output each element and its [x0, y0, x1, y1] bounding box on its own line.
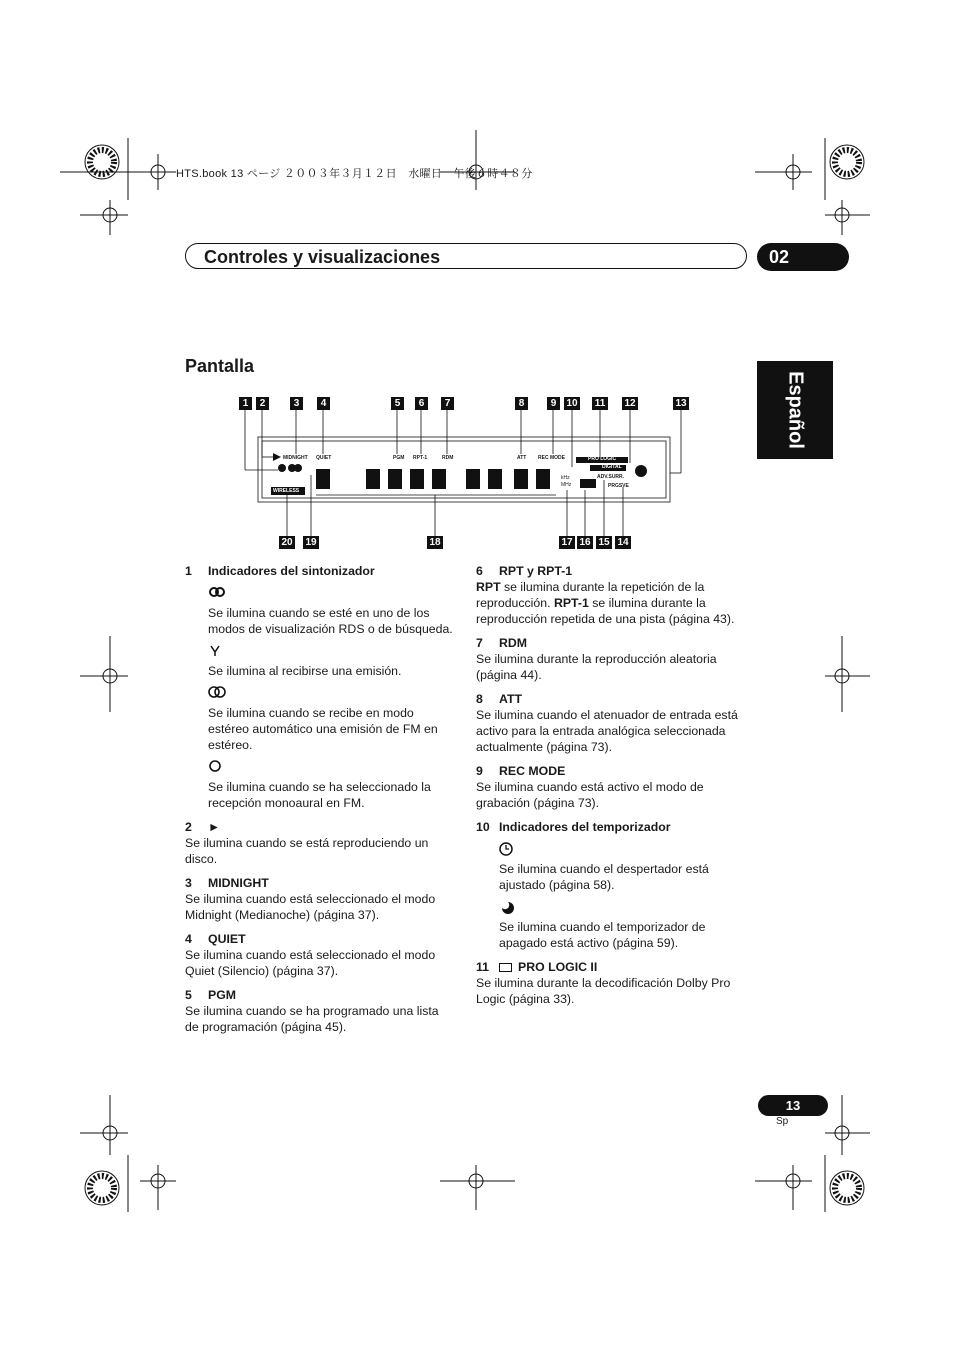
item-8-text: Se ilumina cuando el atenuador de entrada está activo para la entrada analógica seleccionada actualmente (página 73). — [476, 708, 738, 754]
item-1-mono-text: Se ilumina cuando se ha seleccionado la recepción monoaural en FM. — [208, 780, 431, 810]
callout-5: 5 — [391, 397, 404, 410]
item-1-reception-text: Se ilumina al recibirse una emisión. — [208, 664, 402, 678]
callout-2: 2 — [256, 397, 269, 410]
item-5-number: 5 — [185, 988, 192, 1002]
section-title-text: Controles y visualizaciones — [204, 247, 441, 267]
callout-7: 7 — [441, 397, 454, 410]
item-6-title: RPT y RPT-1 — [499, 564, 573, 578]
lcd-rdm: RDM — [442, 455, 454, 461]
item-7-text: Se ilumina durante la reproducción aleatoria (página 44). — [476, 652, 717, 682]
item-6-text-b: se ilumina durante la reproducción repetida de una pista (página 43). — [476, 596, 735, 626]
callout-16: 16 — [577, 536, 593, 549]
display-diagram — [238, 395, 693, 555]
lcd-digital: DIGITAL — [602, 464, 622, 470]
item-10-wake-text: Se ilumina cuando el despertador está ajustado (página 58). — [499, 862, 709, 892]
rpt-label: RPT — [476, 580, 501, 594]
callout-3: 3 — [290, 397, 303, 410]
item-4-text: Se ilumina cuando está seleccionado el modo Quiet (Silencio) (página 37). — [185, 948, 436, 978]
page-number: 13 — [758, 1095, 828, 1116]
item-11-title: PRO LOGIC II — [518, 960, 598, 974]
callout-12: 12 — [622, 397, 638, 410]
callout-9: 9 — [547, 397, 560, 410]
item-10-sleep-text: Se ilumina cuando el temporizador de apagado está activo (página 59). — [499, 920, 706, 950]
callout-10: 10 — [564, 397, 580, 410]
rpt1-label: RPT-1 — [553, 596, 589, 610]
lcd-att: ATT — [517, 455, 527, 461]
item-11-number: 11 — [476, 960, 489, 974]
lcd-khz: kHz — [561, 475, 570, 481]
item-5-text: Se ilumina cuando se ha programado una lista de programación (página 45). — [185, 1004, 439, 1034]
subsection-title: Pantalla — [185, 356, 255, 376]
item-8-title: ATT — [499, 692, 522, 706]
item-4-title: QUIET — [208, 932, 246, 946]
item-7-title: RDM — [499, 636, 528, 650]
chapter-badge: 02 — [757, 243, 849, 271]
item-9-title: REC MODE — [499, 764, 566, 778]
item-3-number: 3 — [185, 876, 192, 890]
callout-8: 8 — [515, 397, 528, 410]
lcd-mhz: MHz — [561, 482, 572, 488]
item-1-rds-text: Se ilumina cuando se esté en uno de los modos de visualización RDS o de búsqueda. — [208, 606, 453, 636]
item-6-text-a: se ilumina durante la repetición de la reproducción. — [476, 580, 705, 610]
antenna-icon — [208, 643, 455, 663]
item-3-text: Se ilumina cuando está seleccionado el modo Midnight (Medianoche) (página 37). — [185, 892, 436, 922]
mono-icon — [208, 759, 455, 779]
item-8-number: 8 — [476, 692, 483, 706]
callout-4: 4 — [317, 397, 330, 410]
language-tab-label: Español — [784, 371, 807, 449]
item-9-text: Se ilumina cuando está activo el modo de grabación (página 73). — [476, 780, 704, 810]
lcd-pgm: PGM — [393, 455, 405, 461]
print-metadata: HTS.book 13 ページ ２００３年３月１２日 水曜日 午後６時４８分 — [176, 168, 533, 180]
lcd-pro-logic: PRO LOGIC — [588, 456, 617, 462]
page-language: Sp — [776, 1116, 789, 1127]
wake-timer-icon — [499, 841, 746, 861]
lcd-midnight: MIDNIGHT — [283, 455, 308, 461]
section-title — [185, 243, 747, 269]
lcd-wireless: WIRELESS — [273, 488, 300, 494]
item-10-number: 10 — [476, 820, 490, 834]
item-10-title: Indicadores del temporizador — [499, 820, 671, 834]
lcd-adv-surr: ADV.SURR. — [597, 474, 625, 480]
callout-19: 19 — [303, 536, 319, 549]
item-7-number: 7 — [476, 636, 483, 650]
item-4-number: 4 — [185, 932, 192, 946]
item-6-number: 6 — [476, 564, 483, 578]
item-1-number: 1 — [185, 564, 192, 578]
language-tab — [757, 361, 833, 459]
callout-1: 1 — [239, 397, 252, 410]
callout-20: 20 — [279, 536, 295, 549]
item-2-number: 2 — [185, 820, 192, 834]
callout-18: 18 — [427, 536, 443, 549]
callout-14: 14 — [615, 536, 631, 549]
callout-17: 17 — [559, 536, 575, 549]
lcd-quiet: QUIET — [316, 455, 332, 461]
callout-15: 15 — [596, 536, 612, 549]
display-panel-drawing — [238, 395, 693, 555]
lcd-rpt1: RPT-1 — [413, 455, 428, 461]
callout-11: 11 — [592, 397, 608, 410]
left-column — [185, 563, 455, 1035]
item-1-title: Indicadores del sintonizador — [208, 564, 375, 578]
lcd-rec-mode: REC MODE — [538, 455, 565, 461]
lcd-prgsve: PRGSVE — [608, 483, 629, 489]
right-column — [476, 563, 746, 1007]
item-9-number: 9 — [476, 764, 483, 778]
rds-icon — [208, 585, 455, 605]
item-6-text — [476, 579, 746, 627]
callout-6: 6 — [415, 397, 428, 410]
item-1-stereo-text: Se ilumina cuando se recibe en modo estéreo automático una emisión de FM en estéreo. — [208, 706, 438, 752]
callout-13: 13 — [673, 397, 689, 410]
item-11-text: Se ilumina durante la decodificación Dolby Pro Logic (página 33). — [476, 976, 731, 1006]
sleep-timer-icon — [499, 899, 746, 919]
dolby-icon — [499, 963, 512, 972]
stereo-icon — [208, 685, 455, 705]
item-3-title: MIDNIGHT — [208, 876, 269, 890]
item-2-text: Se ilumina cuando se está reproduciendo un disco. — [185, 836, 429, 866]
item-2-title: ► — [208, 820, 221, 834]
item-5-title: PGM — [208, 988, 237, 1002]
